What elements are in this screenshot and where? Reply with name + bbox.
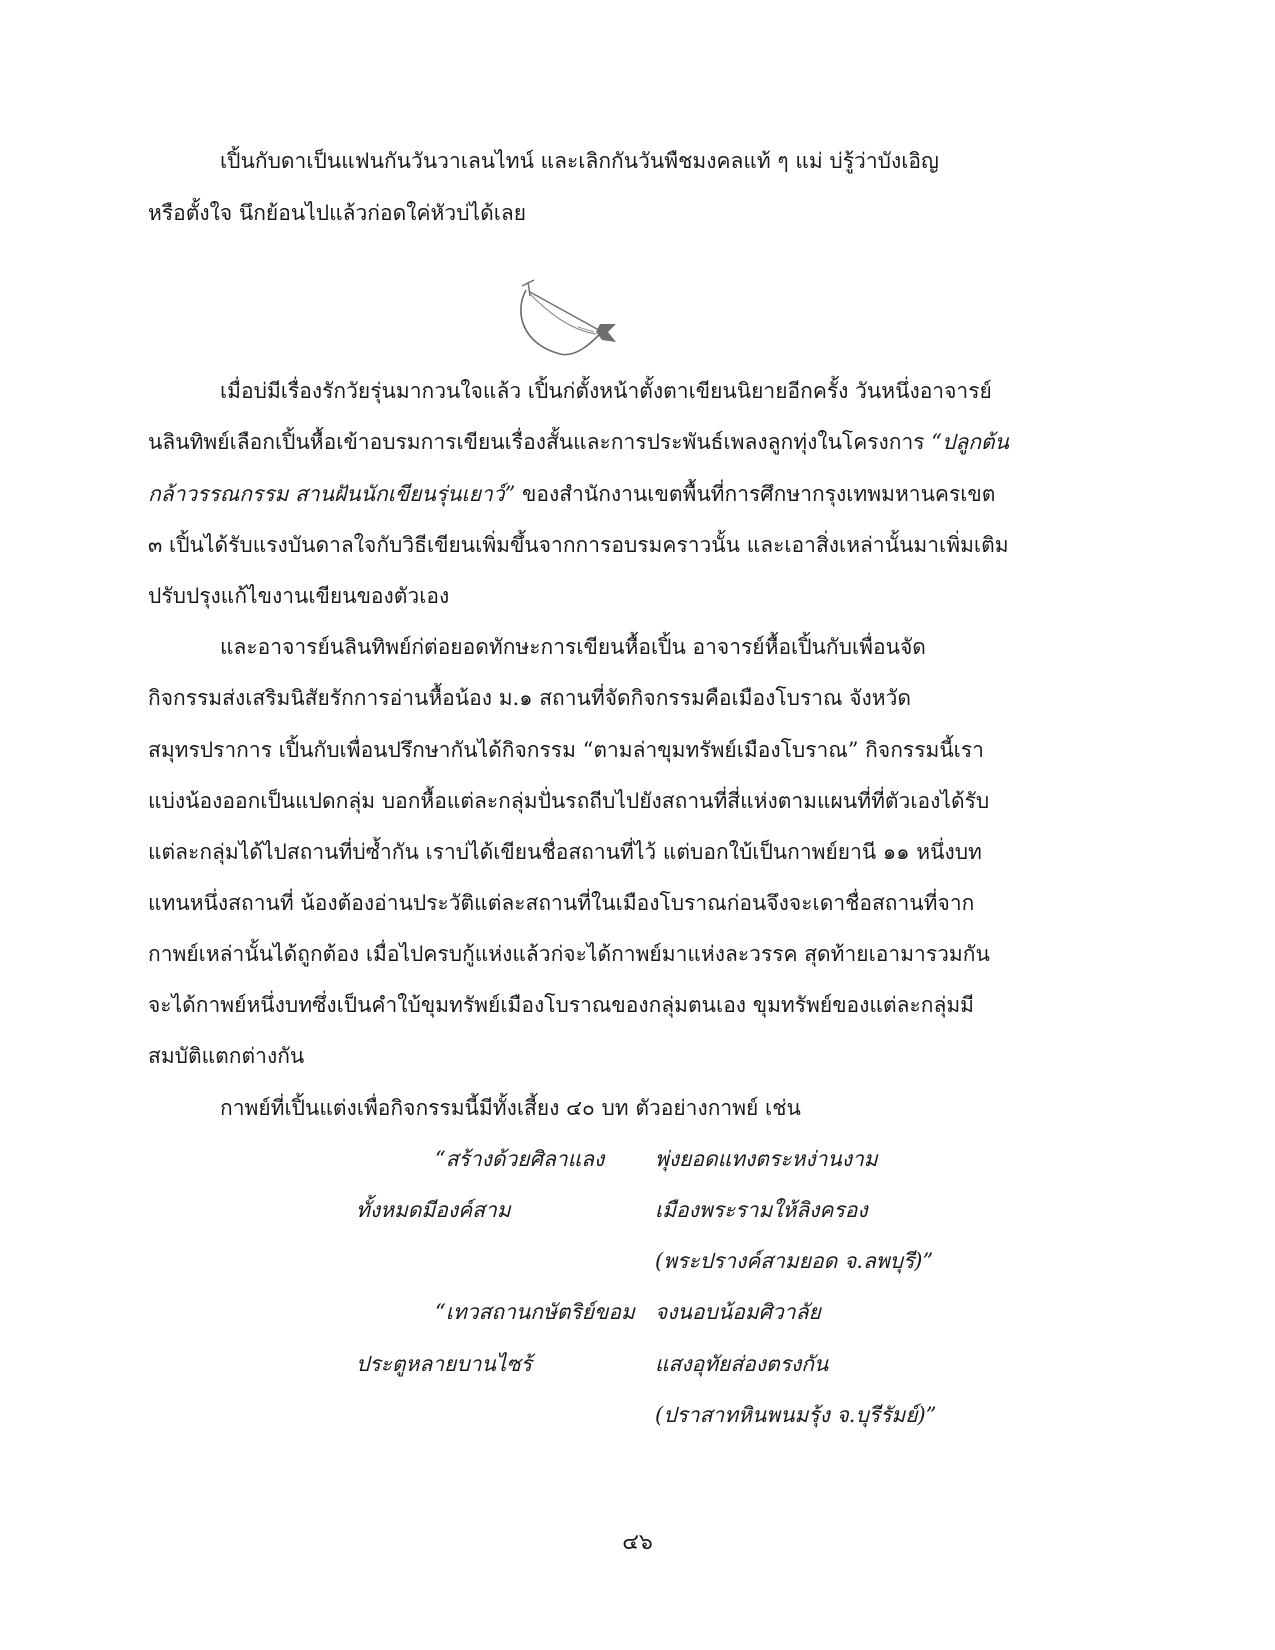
project-name-part-1: “ปลูกต้น	[931, 430, 1009, 454]
poem-1-source: (พระปรางค์สามยอด จ.ลพบุรี)”	[655, 1249, 934, 1273]
paragraph-3-line: กาพย์เหล่านั้นได้ถูกต้อง เมื่อไปครบกู้แห่งแล้วก่จะได้กาพย์มาแห่งละวรรค สุดท้ายเอามารวมกัน	[148, 942, 990, 966]
paragraph-1-line-2: หรือตั้งใจ นึกย้อนไปแล้วก่อดใค่หัวบ่ได้เลย	[148, 201, 527, 225]
paragraph-4-line-1: กาพย์ที่เปิ้นแต่งเพื่อกิจกรรมนี้มีทั้งเสี้ยง ๔๐ บท ตัวอย่างกาพย์ เช่น	[220, 1096, 801, 1120]
paragraph-2-line-5: ปรับปรุงแก้ไขงานเขียนของตัวเอง	[148, 584, 450, 608]
page-number: ๔๖	[622, 1530, 653, 1555]
paragraph-2-line-1: เมื่อบ่มีเรื่องรักวัยรุ่นมากวนใจแล้ว เปิ้นก่ตั้งหน้าตั้งตาเขียนนิยายอีกครั้ง วันหนึ่งอาจารย์	[220, 379, 992, 403]
poem-2-verse-2: จงนอบน้อมศิวาลัย	[655, 1300, 821, 1324]
paragraph-3-line: สมบัติแตกต่างกัน	[148, 1044, 305, 1068]
paragraph-3-line: กิจกรรมส่งเสริมนิสัยรักการอ่านหื้อน้อง ม.๑ สถานที่จัดกิจกรรมคือเมืองโบราณ จังหวัด	[148, 686, 912, 710]
paragraph-3-line: แบ่งน้องออกเป็นแปดกลุ่ม บอกหื้อแต่ละกลุ่มปั่นรถถีบไปยังสถานที่สี่แห่งตามแผนที่ที่ตัวเองได้รับ	[148, 789, 990, 813]
poem-1-verse-2: พุ่งยอดแทงตระหง่านงาม	[655, 1147, 878, 1171]
paragraph-2-line-4: ๓ เปิ้นได้รับแรงบันดาลใจกับวิธีเขียนเพิ่มขึ้นจากการอบรมคราวนั้น และเอาสิ่งเหล่านั้นมาเพิ่มเติม	[148, 533, 1009, 557]
poem-2-verse-1: “เทวสถานกษัตริย์ขอม	[435, 1300, 635, 1324]
poem-2-source: (ปราสาทหินพนมรุ้ง จ.บุรีรัมย์)”	[655, 1403, 937, 1427]
paragraph-2-line-2	[148, 427, 1009, 457]
paragraph-1-line-1: เปิ้นกับดาเป็นแฟนกันวันวาเลนไทน์ และเลิกกันวันพืชมงคลแท้ ๆ แม่ บ่รู้ว่าบังเอิญ	[220, 149, 939, 173]
poem-1-verse-1: “สร้างด้วยศิลาแลง	[435, 1147, 605, 1171]
poem-2-verse-3: ประตูหลายบานไซร้	[356, 1352, 532, 1376]
paragraph-2-line-2-text: นลินทิพย์เลือกเปิ้นหื้อเข้าอบรมการเขียนเรื่องสั้นและการประพันธ์เพลงลูกทุ่งในโครงการ	[148, 430, 932, 454]
paragraph-2-line-3-text: ของสำนักงานเขตพื้นที่การศึกษากรุงเทพมหานครเขต	[515, 482, 996, 506]
project-name-part-2: กล้าวรรณกรรม สานฝันนักเขียนรุ่นเยาว์”	[148, 482, 516, 506]
paragraph-3-line: สมุทรปราการ เปิ้นกับเพื่อนปรึกษากันได้กิจกรรม “ตามล่าขุมทรัพย์เมืองโบราณ” กิจกรรมนี้เรา	[148, 738, 984, 762]
poem-1-verse-4: เมืองพระรามให้ลิงครอง	[655, 1198, 868, 1222]
paragraph-3-line: และอาจารย์นลินทิพย์ก่ต่อยอดทักษะการเขียนหื้อเปิ้น อาจารย์หื้อเปิ้นกับเพื่อนจัด	[220, 635, 926, 659]
paragraph-3-line: จะได้กาพย์หนึ่งบทซึ่งเป็นคำใบ้ขุมทรัพย์เมืองโบราณของกลุ่มตนเอง ขุมทรัพย์ของแต่ละกลุ่มมี	[148, 993, 975, 1017]
paragraph-3-line: แทนหนึ่งสถานที่ น้องต้องอ่านประวัติแต่ละสถานที่ในเมืองโบราณก่อนจึงจะเดาชื่อสถานที่จาก	[148, 891, 975, 915]
paragraph-2-line-3	[148, 479, 995, 509]
arrow-bow-icon	[508, 272, 638, 367]
poem-1-verse-3: ทั้งหมดมีองค์สาม	[356, 1198, 511, 1222]
paragraph-3-line: แต่ละกลุ่มได้ไปสถานที่บ่ซ้ำกัน เราบ่ได้เขียนชื่อสถานที่ไว้ แต่บอกใบ้เป็นกาพย์ยานี ๑๑ หนึ่งบท	[148, 840, 982, 864]
poem-2-verse-4: แสงอุทัยส่องตรงกัน	[655, 1352, 829, 1376]
